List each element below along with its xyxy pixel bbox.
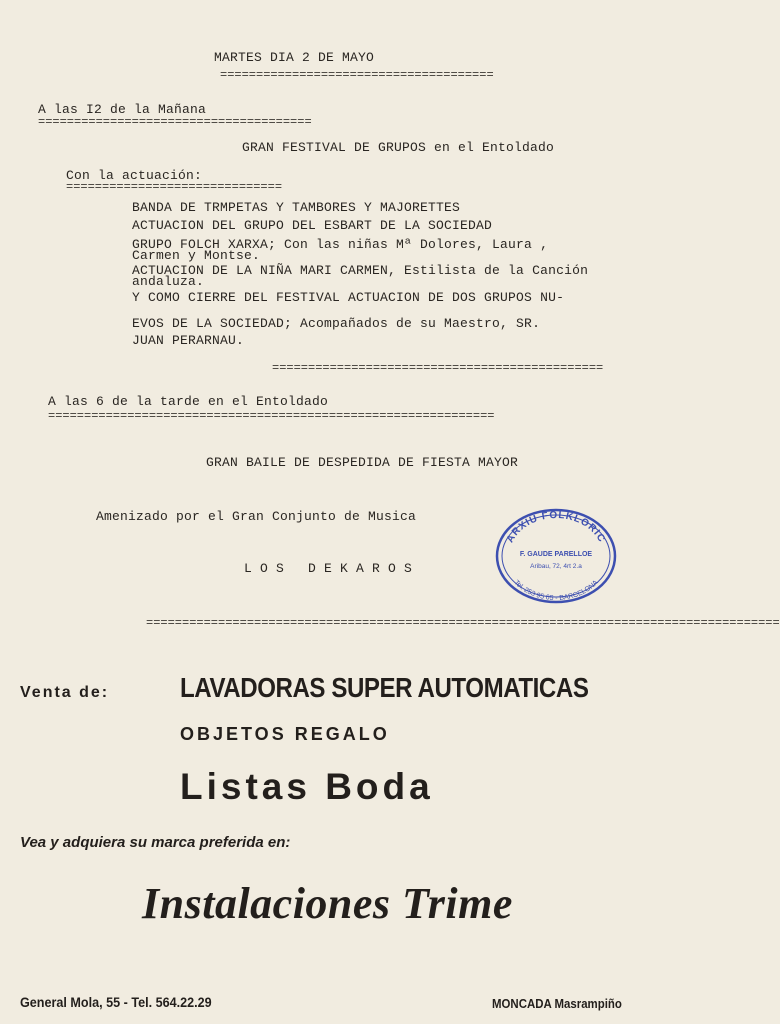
performance-underline: ============================== (66, 180, 283, 194)
performance-line: GRUPO FOLCH XARXA; Con las niñas Mª Dolores, Laura , (132, 237, 549, 252)
product-washers: LAVADORAS SUPER AUTOMATICAS (180, 672, 589, 703)
performance-heading: Con la actuación: (66, 168, 203, 183)
music-line: Amenizado por el Gran Conjunto de Musica (96, 509, 417, 524)
product-gifts: OBJETOS REGALO (180, 724, 390, 744)
company-address: General Mola, 55 - Tel. 564.22.29 (20, 994, 212, 1010)
stamp-bottom-text: Tel. 253 95 65 - BARCELONA (512, 579, 600, 603)
sale-label: Venta de: (20, 684, 110, 701)
performance-line: Y COMO CIERRE DEL FESTIVAL ACTUACION DE DOS GRUPOS NU- (132, 290, 565, 305)
product-wedding-lists: Listas Boda (180, 766, 434, 807)
performance-line: ACTUACION DEL GRUPO DEL ESBART DE LA SOCIEDAD (132, 218, 493, 233)
morning-time: A las I2 de la Mañana (38, 102, 207, 117)
performance-line: ACTUACION DE LA NIÑA MARI CARMEN, Estilista de la Canción (132, 263, 589, 278)
performance-line: JUAN PERARNAU. (132, 333, 245, 348)
bottom-divider: ======================================================================================== (146, 616, 780, 630)
ad-tagline: Vea y adquiera su marca preferida en: (20, 834, 291, 851)
company-town: MONCADA Masrampiño (492, 996, 622, 1011)
archive-stamp (494, 506, 618, 606)
afternoon-underline: ============================================================== (48, 409, 495, 423)
stamp-address: Aribau, 72, 4rt 2.a (530, 563, 582, 570)
performance-line: andaluza. (132, 274, 205, 289)
morning-underline: ====================================== (38, 115, 312, 129)
svg-text:ARXIU FOLKLORIC (505, 510, 607, 545)
section-divider: ============================================== (272, 361, 604, 375)
date-heading: MARTES DIA 2 DE MAYO (214, 50, 375, 65)
afternoon-event: GRAN BAILE DE DESPEDIDA DE FIESTA MAYOR (206, 455, 519, 470)
performance-line: Carmen y Montse. (132, 248, 261, 263)
band-name: L O S D E K A R O S (244, 561, 413, 576)
performance-line: EVOS DE LA SOCIEDAD; Acompañados de su Maestro, SR. (132, 316, 541, 331)
stamp-icon (494, 506, 618, 606)
morning-event: GRAN FESTIVAL DE GRUPOS en el Entoldado (242, 140, 555, 155)
stamp-arc-text: ARXIU FOLKLORIC (504, 509, 608, 545)
svg-text:Tel. 253 95 65 - BARCELONA (512, 579, 599, 602)
stamp-name: F. GAUDE PARELLOE (519, 551, 593, 558)
performance-line: BANDA DE TRMPETAS Y TAMBORES Y MAJORETTES (132, 200, 461, 215)
afternoon-time: A las 6 de la tarde en el Entoldado (48, 394, 329, 409)
date-underline: ====================================== (220, 68, 494, 82)
company-name: Instalaciones Trime (142, 879, 513, 928)
